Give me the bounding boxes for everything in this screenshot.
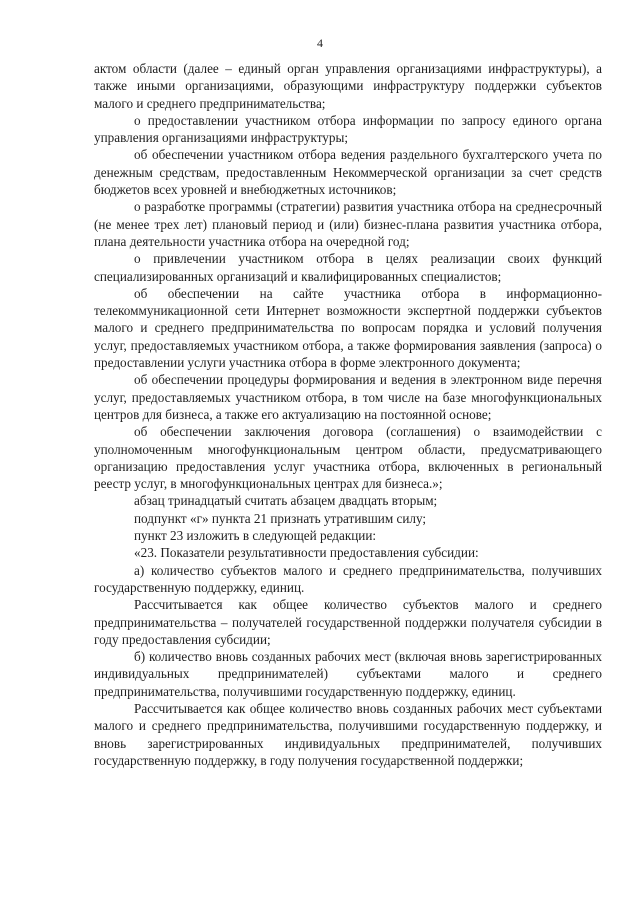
paragraph: подпункт «г» пункта 21 признать утратившим силу; — [134, 510, 427, 526]
page-number: 4 — [317, 36, 323, 50]
paragraph: а) количество субъектов малого и среднего предпринимательства, получивших государственную поддержку, единиц. — [94, 562, 602, 595]
document-body — [94, 60, 602, 769]
paragraph: б) количество вновь созданных рабочих мест (включая вновь зарегистрированных индивидуальных предпринимателей) субъектами малого и среднего предпринимательства, получившими государственную поддержку, единиц. — [94, 649, 602, 699]
paragraph: об обеспечении участником отбора ведения раздельного бухгалтерского учета по денежным средствам, предоставленным Некоммерческой организации за счет средств бюджетов всех уровней и внебюджетных источников; — [94, 147, 602, 198]
paragraph: о привлечении участником отбора в целях реализации своих функций специализированных организаций и квалифицированных специалистов; — [94, 251, 602, 284]
paragraph: «23. Показатели результативности предоставления субсидии: — [134, 545, 479, 561]
paragraph: пункт 23 изложить в следующей редакции: — [134, 528, 377, 544]
paragraph: об обеспечении на сайте участника отбора в информационно-телекоммуникационной сети Интернет возможности экспертной поддержки субъектов малого и среднего предпринимательства по вопросам порядка и условий получения услуг, предоставляемых участником отбора, а также формирования заявления (запроса) о предоставлении услуги участника отбора в форме электронного документа; — [94, 285, 602, 371]
paragraph: актом области (далее – единый орган управления организациями инфраструктуры), а также иными организациями, образующими инфраструктуру поддержки субъектов малого и среднего предпринимательства; — [94, 61, 602, 111]
paragraph: о разработке программы (стратегии) развития участника отбора на среднесрочный (не менее трех лет) плановый период и (или) бизнес-плана развития участника отбора, плана деятельности участника отбора на очередной год; — [94, 199, 602, 249]
paragraph: Рассчитывается как общее количество субъектов малого и среднего предпринимательства – получателей государственной поддержки получателя субсидии в году предоставления субсидии; — [94, 597, 602, 647]
paragraph: абзац тринадцатый считать абзацем двадцать вторым; — [134, 493, 438, 509]
paragraph: о предоставлении участником отбора информации по запросу единого органа управления организациями инфраструктуры; — [94, 112, 602, 146]
paragraph: об обеспечении заключения договора (соглашения) о взаимодействии с уполномоченным многофункциональным центром области, предусматривающего организацию предоставления услуг участника отбора, включенных в региональный реестр услуг, в многофункциональных центрах для бизнеса.»; — [94, 424, 602, 492]
paragraph: об обеспечении процедуры формирования и ведения в электронном виде перечня услуг, предоставляемых участником отбора, в том числе на базе многофункциональных центров для бизнеса, а также его актуализацию на постоянной основе; — [94, 372, 602, 422]
paragraph: Рассчитывается как общее количество вновь созданных рабочих мест субъектами малого и среднего предпринимательства, получившими государственную поддержку, и вновь зарегистрированных индивидуальных предпринимателей, получивших государственную поддержку, в году получения государственной поддержки; — [94, 700, 602, 768]
